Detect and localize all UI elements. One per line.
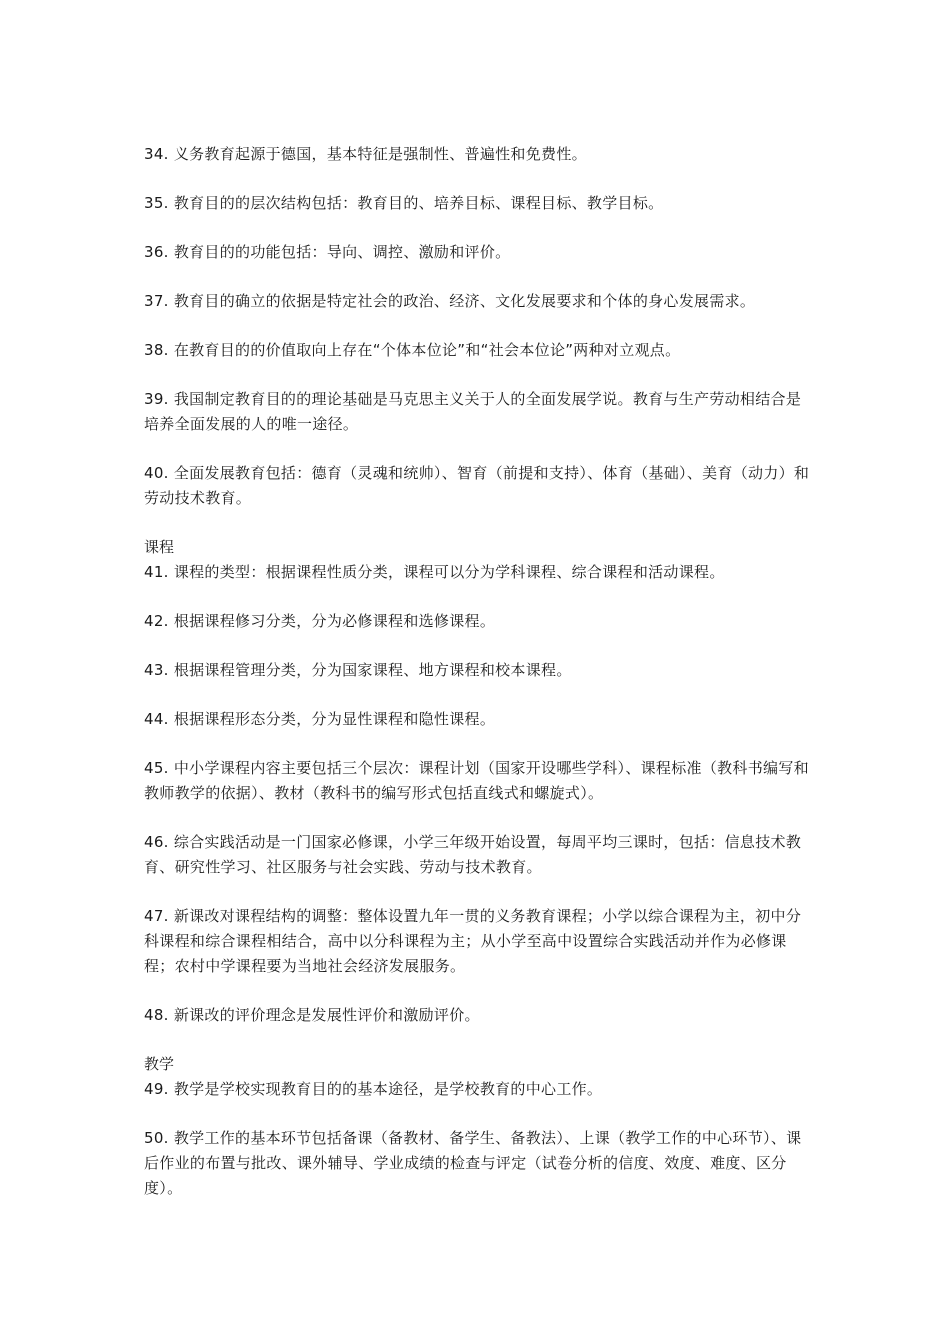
list-item-42: 42. 根据课程修习分类，分为必修课程和选修课程。 xyxy=(144,612,496,630)
list-item-36: 36. 教育目的的功能包括：导向、调控、激励和评价。 xyxy=(144,243,511,261)
list-item-48: 48. 新课改的评价理念是发展性评价和激励评价。 xyxy=(144,1006,480,1024)
list-item-35: 35. 教育目的的层次结构包括：教育目的、培养目标、课程目标、教学目标。 xyxy=(144,194,664,212)
list-item-47: 47. 新课改对课程结构的调整：整体设置九年一贯的义务教育课程；小学以综合课程为主，初中分科课程和综合课程相结合，高中以分科课程为主；从小学至高中设置综合实践活动并作为必修课程；农村中学课程要为当地社会经济发展服务。 xyxy=(144,907,802,975)
list-item-40: 40. 全面发展教育包括：德育（灵魂和统帅）、智育（前提和支持）、体育（基础）、美育（动力）和劳动技术教育。 xyxy=(144,464,810,507)
section-heading-course: 课程 xyxy=(144,538,175,556)
list-item-38: 38. 在教育目的的价值取向上存在“个体本位论”和“社会本位论”两种对立观点。 xyxy=(144,341,681,359)
list-item-49: 49. 教学是学校实现教育目的的基本途径，是学校教育的中心工作。 xyxy=(144,1080,603,1098)
list-item-34: 34. 义务教育起源于德国，基本特征是强制性、普遍性和免费性。 xyxy=(144,145,587,163)
list-item-41: 41. 课程的类型：根据课程性质分类，课程可以分为学科课程、综合课程和活动课程。 xyxy=(144,563,725,581)
section-heading-teaching: 教学 xyxy=(144,1055,175,1073)
list-item-44: 44. 根据课程形态分类，分为显性课程和隐性课程。 xyxy=(144,710,496,728)
list-item-46: 46. 综合实践活动是一门国家必修课，小学三年级开始设置，每周平均三课时，包括：信息技术教育、研究性学习、社区服务与社会实践、劳动与技术教育。 xyxy=(144,833,802,876)
list-item-37: 37. 教育目的确立的依据是特定社会的政治、经济、文化发展要求和个体的身心发展需求。 xyxy=(144,292,756,310)
document-page xyxy=(144,142,814,1225)
list-item-45: 45. 中小学课程内容主要包括三个层次：课程计划（国家开设哪些学科）、课程标准（教科书编写和教师教学的依据）、教材（教科书的编写形式包括直线式和螺旋式）。 xyxy=(144,759,809,802)
list-item-50: 50. 教学工作的基本环节包括备课（备教材、备学生、备教法）、上课（教学工作的中心环节）、课后作业的布置与批改、课外辅导、学业成绩的检查与评定（试卷分析的信度、效度、难度、区分度）。 xyxy=(144,1129,802,1197)
list-item-43: 43. 根据课程管理分类，分为国家课程、地方课程和校本课程。 xyxy=(144,661,572,679)
list-item-39: 39. 我国制定教育目的的理论基础是马克思主义关于人的全面发展学说。教育与生产劳动相结合是培养全面发展的人的唯一途径。 xyxy=(144,390,802,433)
